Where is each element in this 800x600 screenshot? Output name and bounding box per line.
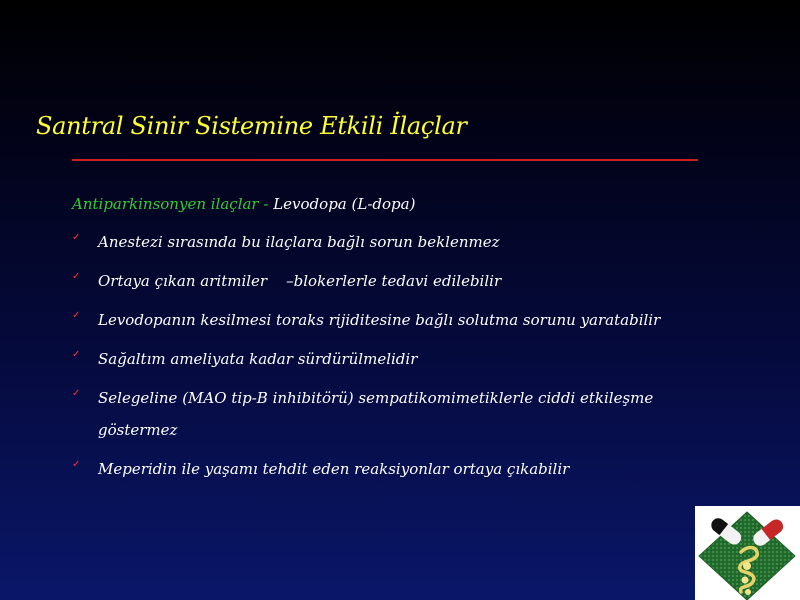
- logo-graphic: [695, 506, 800, 600]
- bullet-item: [72, 265, 682, 297]
- bullet-text: Levodopanın kesilmesi toraks rijiditesine bağlı solutma sorunu yaratabilir: [98, 311, 661, 329]
- bullet-item: [72, 304, 682, 336]
- checkmark-icon: ✓: [72, 459, 81, 470]
- bullet-text: Sağaltım ameliyata kadar sürdürülmelidir: [98, 350, 418, 368]
- bullet-text: Anestezi sırasında bu ilaçlara bağlı sorun beklenmez: [98, 233, 500, 251]
- slide-subtitle: [72, 195, 415, 213]
- checkmark-icon: ✓: [72, 388, 81, 399]
- subtitle-category: Antiparkinsonyen ilaçlar -: [72, 195, 274, 213]
- title-divider: [72, 159, 698, 161]
- slide-title: Santral Sinir Sistemine Etkili İlaçlar: [36, 112, 467, 140]
- bullet-item: [72, 343, 682, 375]
- subtitle-drug: Levodopa (L-dopa): [273, 195, 416, 213]
- pharmacy-capsule-logo-icon: [695, 506, 800, 600]
- bullet-text: Ortaya çıkan aritmiler –blokerlerle tedavi edilebilir: [98, 272, 502, 290]
- bullet-text: Selegeline (MAO tip-B inhibitörü) sempatikomimetiklerle ciddi etkileşme göstermez: [98, 389, 654, 439]
- checkmark-icon: ✓: [72, 271, 81, 282]
- bullet-item: [72, 226, 682, 258]
- bullet-item: [72, 382, 682, 446]
- checkmark-icon: ✓: [72, 349, 81, 360]
- bullet-text: Meperidin ile yaşamı tehdit eden reaksiyonlar ortaya çıkabilir: [98, 460, 570, 478]
- bullet-list: [72, 232, 682, 498]
- checkmark-icon: ✓: [72, 310, 81, 321]
- bullet-item: [72, 453, 682, 485]
- checkmark-icon: ✓: [72, 232, 81, 243]
